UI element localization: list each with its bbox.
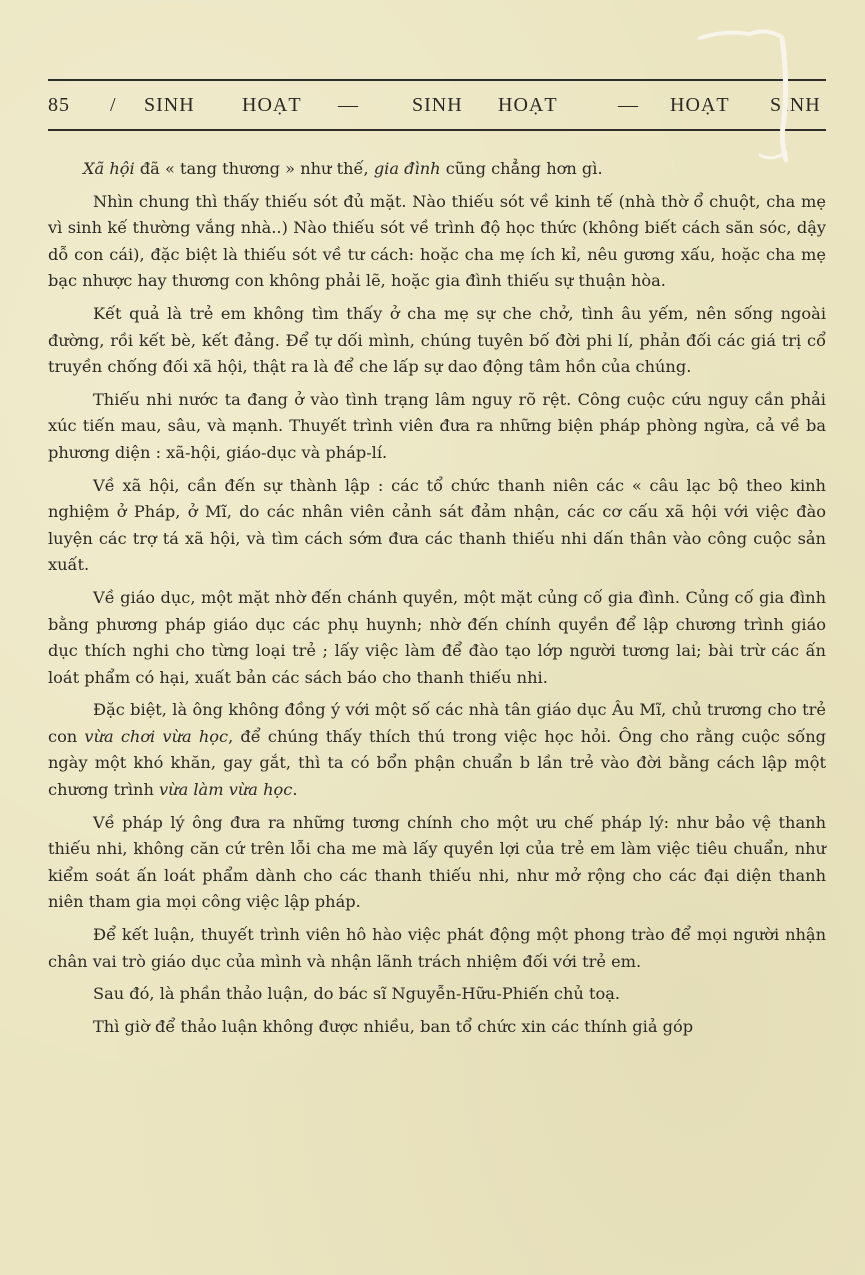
running-header xyxy=(48,94,826,122)
paragraph-text: đã « tang thương » như thế, xyxy=(134,159,374,178)
header-dash-2: — xyxy=(618,94,639,116)
paragraph-text: Sau đó, là phần thảo luận, do bác sĩ Nguyễn-Hữu-Phiến chủ toạ. xyxy=(93,984,621,1004)
italic-text: gia đình xyxy=(373,159,441,178)
header-word-6: SINH xyxy=(770,94,821,116)
paragraph-text: . xyxy=(292,780,298,800)
header-dash-1: — xyxy=(338,94,359,116)
paragraph-text: cũng chẳng hơn gì. xyxy=(440,159,603,178)
body-text xyxy=(48,156,826,1040)
paragraph-text: Về giáo dục, một mặt nhờ đến chánh quyền, một mặt củng cố gia đình. Củng cố gia đình bằng phương pháp giáo dục các phụ huynh; nhờ đến chính quyền để lập chương trình giáo dục thích nghi cho từng loại trẻ ; lấy việc làm để đào tạo lớp người tương lai; bài trừ các ấn loát phẩm có hại, xuất bản các sách báo cho thanh thiếu nhi. xyxy=(48,587,826,687)
paragraph xyxy=(48,981,826,1008)
paragraph-text: , để chúng thấy thích thú trong việc học hỏi. Ông cho rằng cuộc sống ngày một khó khăn, gay gắt, thì ta có bổn phận chuẩn b lần trẻ vào đời bằng cách lập một chương trình xyxy=(48,726,826,800)
paragraph xyxy=(48,387,826,467)
paragraph xyxy=(48,810,826,916)
paragraph-text: Đặc biệt, là ông không đồng ý với một số các nhà tân giáo dục Âu Mĩ, chủ trương cho trẻ con xyxy=(48,700,826,746)
paragraph xyxy=(48,922,826,975)
paragraph-text: Nhìn chung thì thấy thiếu sót đủ mặt. Nào thiếu sót về kinh tế (nhà thờ ổ chuột, cha mẹ vì sinh kế thường vắng nhà..) Nào thiếu sót về trình độ học thức (không biết cách săn sóc, dậy dỗ con cái), đặc biệt là thiếu sót về tư cách: hoặc cha mẹ ích kỉ, nêu gương xấu, hoặc cha mẹ bạc nhược hay thương con không phải lẽ, hoặc gia đình thiếu sự thuận hòa. xyxy=(48,191,826,291)
italic-text: vừa chơi vừa học xyxy=(84,726,229,746)
header-top-rule xyxy=(48,79,826,81)
header-word-1: SINH xyxy=(144,94,195,116)
header-word-2: HOẠT xyxy=(242,94,302,116)
paragraph xyxy=(48,585,826,691)
header-bottom-rule xyxy=(48,129,826,131)
page-number: 85 xyxy=(48,94,70,116)
italic-text: Xã hội xyxy=(83,159,135,178)
paragraph-text: Về pháp lý ông đưa ra những tương chính cho một ưu chế pháp lý: như bảo vệ thanh thiếu nhi, không căn cứ trên lỗi cha me mà lấy quyền lợi của trẻ em làm việc tiêu chuẩn, như kiểm soát ấn loát phẩm dành cho các thanh thiếu nhi, như mở rộng cho các đại diện thanh niên tham gia mọi công việc lập pháp. xyxy=(48,812,826,912)
header-word-3: SINH xyxy=(412,94,463,116)
paragraph xyxy=(48,697,826,803)
paragraph xyxy=(48,156,826,183)
paragraph-text: Để kết luận, thuyết trình viên hô hào việc phát động một phong trào để mọi người nhận chân vai trò giáo dục của mình và nhận lãnh trách nhiệm đối với trẻ em. xyxy=(48,925,826,971)
header-slash: / xyxy=(110,94,117,116)
header-word-4: HOẠT xyxy=(498,94,558,116)
paragraph xyxy=(48,189,826,295)
header-word-5: HOẠT xyxy=(670,94,730,116)
italic-text: vừa làm vừa học xyxy=(159,780,293,800)
paragraph-text: Thiếu nhi nước ta đang ở vào tình trạng lâm nguy rõ rệt. Công cuộc cứu nguy cần phải xúc tiến mau, sâu, và mạnh. Thuyết trình viên đưa ra những biện pháp phòng ngừa, cả về ba phương diện : xã-hội, giáo-dục và pháp-lí. xyxy=(48,389,826,462)
paragraph xyxy=(48,473,826,579)
paragraph xyxy=(48,1014,826,1041)
paragraph xyxy=(48,301,826,381)
paragraph-text: Kết quả là trẻ em không tìm thấy ở cha mẹ sự che chở, tình âu yếm, nên sống ngoài đường, rồi kết bè, kết đảng. Để tự dối mình, chúng tuyên bố đời phi lí, phản đối các giá trị cổ truyền chống đối xã hội, thật ra là để che lấp sự dao động tâm hồn của chúng. xyxy=(48,303,826,377)
paragraph-text: Thì giờ để thảo luận không được nhiều, ban tổ chức xin các thính giả góp xyxy=(93,1016,694,1036)
paragraph-text: Về xã hội, cần đến sự thành lập : các tổ chức thanh niên các « câu lạc bộ theo kinh nghiệm ở Pháp, ở Mĩ, do các nhân viên cảnh sát đảm nhận, các cơ cấu xã hội với việc đào luyện các trợ tá xã hội, và tìm cách sớm đưa các thanh thiếu nhi dấn thân vào công cuộc sản xuất. xyxy=(48,475,826,575)
